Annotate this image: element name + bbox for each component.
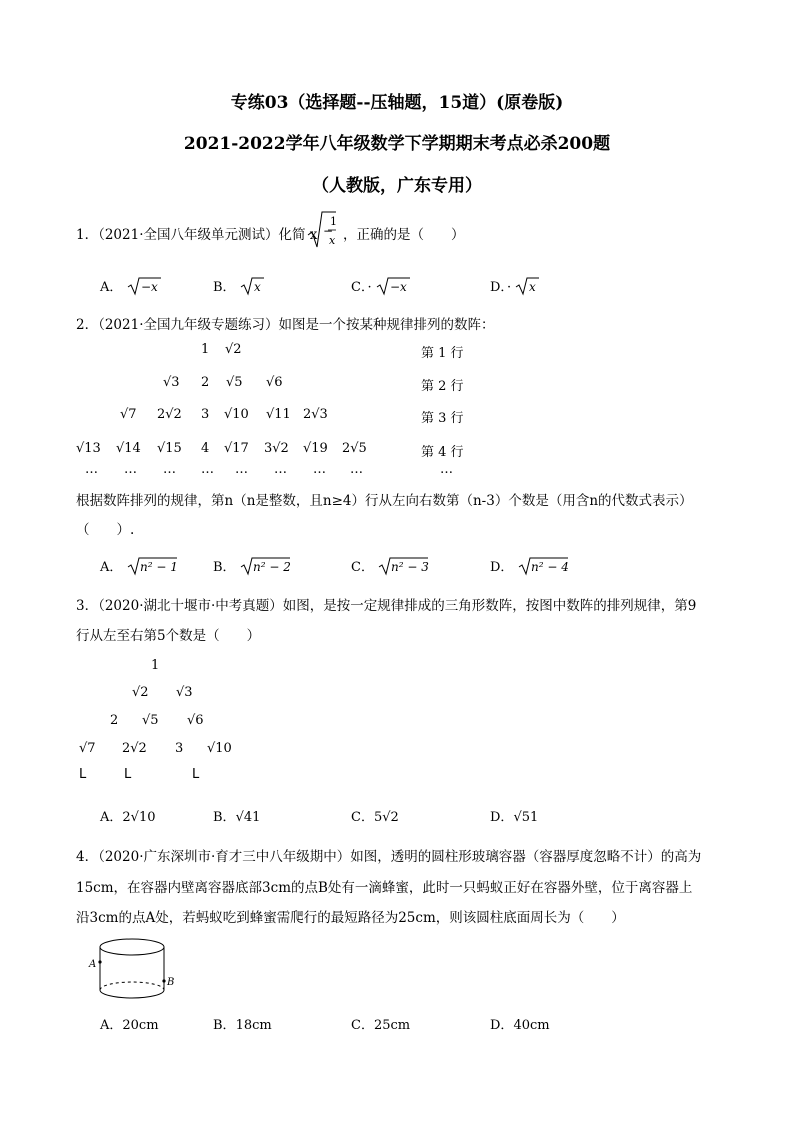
option-label: B．: [213, 280, 236, 295]
array-cell: √6: [187, 713, 204, 728]
q1-option-b[interactable]: [213, 276, 264, 296]
option-expr: √41: [235, 810, 261, 825]
row-label: 第 4 行: [421, 445, 464, 460]
doc-title: 专练03（选择题--压轴题，15道）(原卷版): [230, 93, 564, 113]
q3-option-c[interactable]: [351, 806, 399, 825]
point-b-dot: [162, 979, 165, 982]
q2-question: 根据数阵排列的规律，第n（n是整数，且n≥4）行从左向右数第（n-3）个数是（用含n的代数式表示）: [76, 493, 693, 509]
q4-stem: 4．（2020·广东深圳市·育才三中八年级期中）如图，透明的圆柱形玻璃容器（容器厚度忽略不计）的高为: [76, 849, 702, 865]
option-label: D．: [490, 810, 514, 825]
q2-question-blank: （ ）.: [76, 522, 135, 538]
sqrt-icon: [240, 276, 264, 296]
ellipsis: …: [274, 462, 287, 477]
ellipsis: …: [313, 462, 326, 477]
ellipsis: …: [350, 462, 363, 477]
array-cell: √11: [266, 407, 291, 422]
array-cell: √15: [157, 441, 182, 456]
option-expr: √51: [513, 810, 539, 825]
option-label: A．: [100, 560, 123, 575]
q2-option-d[interactable]: [490, 556, 568, 576]
array-cell: √10: [224, 407, 249, 422]
option-label: B．: [213, 810, 236, 825]
svg-text:n² − 4: n² − 4: [530, 560, 569, 574]
q4-stem-cont2: 沿3cm的点A处，若蚂蚁吃到蜂蜜需爬行的最短路径为25cm，则该圆柱底面周长为（ ）: [76, 910, 625, 926]
q2-option-a[interactable]: [100, 556, 177, 576]
ellipsis: …: [124, 462, 137, 477]
q2-option-c[interactable]: [351, 556, 428, 576]
ellipsis: …: [235, 462, 248, 477]
q1-radical: [306, 211, 336, 251]
array-cell: √5: [226, 375, 243, 390]
q1-minus: −: [323, 224, 334, 238]
array-cell: 4: [201, 441, 210, 456]
option-dot: ·: [506, 280, 512, 295]
option-value: 18cm: [235, 1018, 272, 1033]
option-label: C．: [351, 810, 374, 825]
ellipsis: …: [201, 462, 214, 477]
svg-text:x: x: [529, 280, 536, 294]
array-cell: 2: [110, 713, 119, 728]
array-cell: 1: [151, 658, 160, 673]
option-label: D．: [490, 560, 514, 575]
array-cell: √19: [303, 441, 328, 456]
option-label: B．: [213, 1018, 236, 1033]
array-cell: 1: [201, 342, 210, 357]
array-cell: √7: [79, 741, 96, 756]
row-label: 第 3 行: [421, 411, 464, 426]
q1-stem-suffix: ，正确的是（ ）: [343, 227, 465, 243]
sqrt-icon: [127, 276, 161, 296]
sqrt-icon: [240, 556, 290, 576]
q3-option-a[interactable]: [100, 806, 156, 825]
option-label: D．: [490, 280, 507, 295]
row-label: 第 1 行: [421, 346, 464, 361]
option-label: C．: [351, 280, 368, 295]
array-cell: 2√5: [342, 441, 367, 456]
q4-option-b[interactable]: [213, 1014, 272, 1033]
ellipsis: …: [163, 462, 176, 477]
array-cell: √17: [224, 441, 249, 456]
q1-stem-prefix: 1．（2021·全国八年级单元测试）化简 x: [76, 227, 318, 243]
ellipsis: …: [440, 462, 453, 477]
sqrt-icon: [376, 276, 410, 296]
array-cell: 2√2: [157, 407, 182, 422]
array-cell: 3√2: [264, 441, 289, 456]
q3-stem-cont: 行从左至右第5个数是（ ）: [76, 628, 261, 644]
array-cell: 2√2: [122, 741, 147, 756]
q3-stem: 3．（2020·湖北十堰市·中考真题）如图，是按一定规律排成的三角形数阵，按图中数阵的排列规律，第9: [76, 598, 697, 614]
sqrt-icon: [518, 556, 568, 576]
sqrt-icon: [127, 556, 177, 576]
svg-text:−x: −x: [140, 280, 158, 294]
option-label: A．: [100, 280, 123, 295]
option-label: D．: [490, 1018, 514, 1033]
option-expr: 5√2: [373, 810, 399, 825]
array-cell: √10: [207, 741, 232, 756]
q1-den: x: [329, 234, 336, 247]
ellipsis-mark: L: [79, 767, 87, 782]
array-cell: √14: [116, 441, 141, 456]
array-cell: √2: [132, 685, 149, 700]
q2-stem: 2．（2021·全国九年级专题练习）如图是一个按某种规律排列的数阵：: [76, 317, 495, 333]
array-cell: √7: [120, 407, 137, 422]
option-label: A．: [100, 810, 123, 825]
q1-option-d[interactable]: [490, 276, 539, 296]
array-cell: 2√3: [303, 407, 328, 422]
ellipsis-mark: L: [124, 767, 132, 782]
array-cell: 3: [175, 741, 184, 756]
q2-option-b[interactable]: [213, 556, 290, 576]
option-label: A．: [100, 1018, 123, 1033]
option-expr: 2√10: [122, 810, 156, 825]
array-cell: 2: [201, 375, 210, 390]
row-label: 第 2 行: [421, 379, 464, 394]
cylinder-bottom-back: [100, 982, 164, 990]
array-cell: √3: [176, 685, 193, 700]
ellipsis-mark: L: [192, 767, 200, 782]
svg-text:n² − 1: n² − 1: [139, 560, 178, 574]
sqrt-icon: [515, 276, 539, 296]
option-dot: ·: [367, 280, 372, 295]
q3-option-d[interactable]: [490, 806, 538, 825]
svg-text:n² − 3: n² − 3: [391, 560, 429, 574]
svg-text:n² − 2: n² − 2: [252, 560, 291, 574]
doc-subtitle: 2021-2022学年八年级数学下学期期末考点必杀200题: [183, 134, 611, 154]
option-label: B．: [213, 560, 236, 575]
array-cell: √2: [225, 342, 242, 357]
cylinder-bottom-front: [100, 990, 164, 998]
q1-option-c[interactable]: [351, 276, 410, 296]
q4-option-c[interactable]: [351, 1014, 410, 1033]
svg-text:−x: −x: [389, 280, 407, 294]
option-value: 20cm: [122, 1018, 159, 1033]
cylinder-top: [100, 939, 164, 955]
option-label: C．: [351, 560, 374, 575]
option-value: 40cm: [513, 1018, 550, 1033]
svg-text:x: x: [253, 280, 261, 294]
doc-edition: （人教版，广东专用）: [312, 176, 482, 196]
array-cell: √5: [142, 713, 159, 728]
q1-option-a[interactable]: [100, 276, 161, 296]
q4-option-d[interactable]: [490, 1014, 550, 1033]
q4-option-a[interactable]: [100, 1014, 159, 1033]
ellipsis: …: [85, 462, 98, 477]
array-cell: √3: [163, 375, 180, 390]
point-b-label: B: [167, 977, 175, 988]
q1-num: 1: [330, 215, 337, 228]
cylinder-diagram: [86, 935, 178, 1005]
q3-option-b[interactable]: [213, 806, 260, 825]
sqrt-icon: [378, 556, 428, 576]
option-value: 25cm: [373, 1018, 411, 1033]
option-label: C．: [351, 1018, 374, 1033]
point-a-dot: [98, 960, 101, 963]
q4-stem-cont: 15cm，在容器内壁离容器底部3cm的点B处有一滴蜂蜜，此时一只蚂蚁正好在容器外壁，位于离容器上: [76, 880, 693, 896]
array-cell: √6: [266, 375, 283, 390]
array-cell: √13: [76, 441, 101, 456]
point-a-label: A: [89, 959, 97, 970]
array-cell: 3: [201, 407, 210, 422]
